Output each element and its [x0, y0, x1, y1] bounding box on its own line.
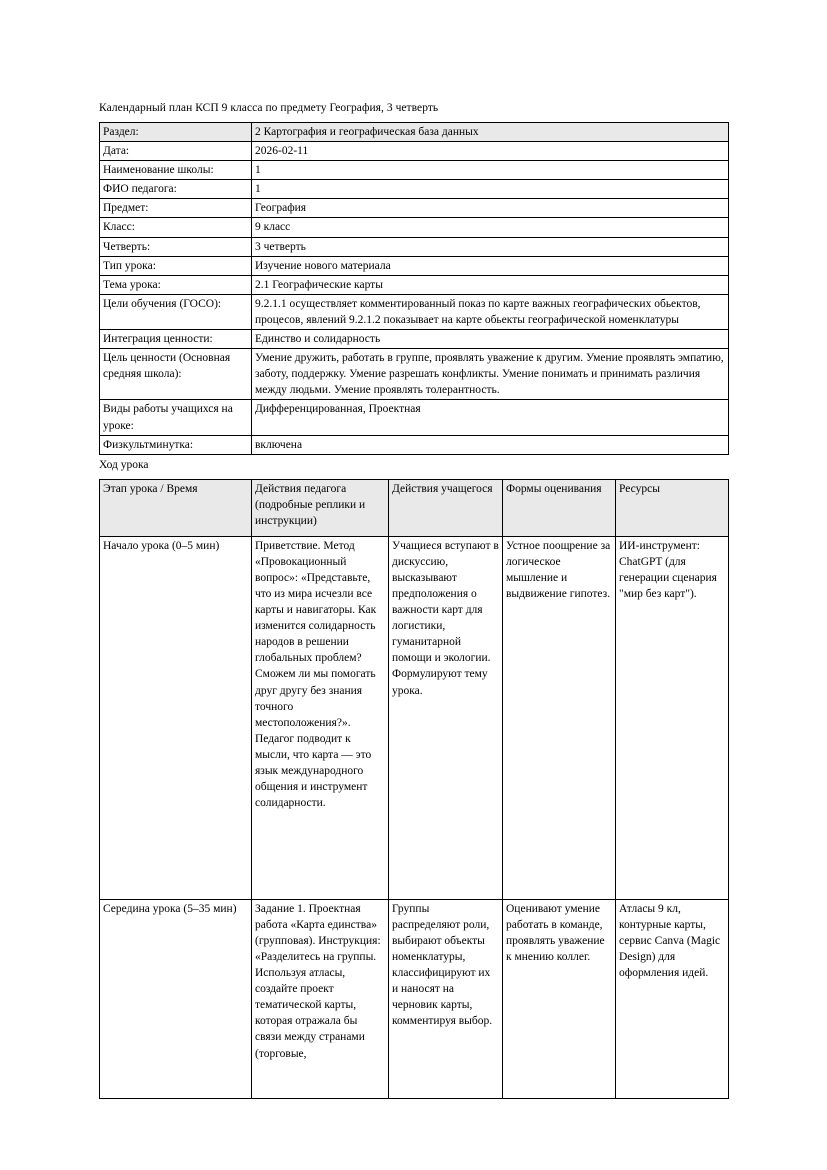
info-value-cell: Изучение нового материала — [252, 256, 729, 275]
column-header-stage: Этап урока / Время — [100, 479, 252, 536]
lesson-flow-heading: Ход урока — [99, 458, 149, 471]
info-value-cell: 9 класс — [252, 218, 729, 237]
table-row — [100, 400, 729, 435]
info-label-cell: ФИО педагога: — [100, 180, 252, 199]
cell-teacher-actions: Задание 1. Проектная работа «Карта единства» (групповая). Инструкция: «Разделитесь на группы. Используя атласы, создайте проект тематической карты, которая отражала бы связи между странами (торговые, — [252, 899, 389, 1098]
info-value-cell: 1 — [252, 180, 729, 199]
column-header-student-actions: Действия учащегося — [389, 479, 503, 536]
column-header-teacher-actions: Действия педагога (подробные реплики и инструкции) — [252, 479, 389, 536]
column-header-resources: Ресурсы — [616, 479, 729, 536]
cell-student-actions: Группы распределяют роли, выбирают объекты номенклатуры, классифицируют их и наносят на черновик карты, комментируя выбор. — [389, 899, 503, 1098]
table-row — [100, 256, 729, 275]
info-value-cell: География — [252, 199, 729, 218]
info-value-cell: Дифференцированная, Проектная — [252, 400, 729, 435]
info-label-cell: Тип урока: — [100, 256, 252, 275]
info-value-cell: Умение дружить, работать в группе, проявлять уважение к другим. Умение проявлять эмпатию, заботу, поддержку. Умение разрешать конфликты. Умение понимать и принимать различия между людьми. Умение проявлять толерантность. — [252, 349, 729, 400]
info-value-cell: включена — [252, 435, 729, 454]
info-label-cell: Предмет: — [100, 199, 252, 218]
info-value-cell: 2 Картография и географическая база данных — [252, 123, 729, 142]
table-row — [100, 237, 729, 256]
table-row — [100, 275, 729, 294]
info-label-cell: Дата: — [100, 142, 252, 161]
lesson-info-table — [99, 122, 729, 455]
cell-resources: ИИ-инструмент: ChatGPT (для генерации сценария "мир без карт"). — [616, 536, 729, 899]
table-row — [100, 330, 729, 349]
table-row — [100, 123, 729, 142]
cell-student-actions: Учащиеся вступают в дискуссию, высказывают предположения о важности карт для логистики, гуманитарной помощи и экологии. Формулируют тему урока. — [389, 536, 503, 899]
info-label-cell: Физкультминутка: — [100, 435, 252, 454]
cell-resources: Атласы 9 кл, контурные карты, сервис Canva (Magic Design) для оформления идей. — [616, 899, 729, 1098]
lesson-flow-table-body — [100, 536, 729, 1098]
table-row — [100, 435, 729, 454]
table-row — [100, 349, 729, 400]
info-value-cell: 9.2.1.1 осуществляет комментированный показ по карте важных географических обьектов, процесов, явлений 9.2.1.2 показывает на карте обьекты географической номенклатуры — [252, 294, 729, 329]
info-label-cell: Тема урока: — [100, 275, 252, 294]
info-label-cell: Цель ценности (Основная средняя школа): — [100, 349, 252, 400]
info-value-cell: 2.1 Географические карты — [252, 275, 729, 294]
cell-teacher-actions: Приветствие. Метод «Провокационный вопрос»: «Представьте, что из мира исчезли все карты и навигаторы. Как изменится солидарность народов в решении глобальных проблем? Сможем ли мы помогать друг другу без знания точного местоположения?». Педагог подводит к мысли, что карта — это язык международного общения и инструмент солидарности. — [252, 536, 389, 899]
table-header-row — [100, 479, 729, 536]
lesson-info-table-body — [100, 123, 729, 455]
column-header-assessment-forms: Формы оценивания — [503, 479, 616, 536]
info-label-cell: Класс: — [100, 218, 252, 237]
page-title: Календарный план КСП 9 класса по предмету География, 3 четверть — [99, 102, 439, 114]
info-label-cell: Четверть: — [100, 237, 252, 256]
cell-assessment-forms: Устное поощрение за логическое мышление и выдвижение гипотез. — [503, 536, 616, 899]
table-row — [100, 180, 729, 199]
page-content — [99, 100, 728, 1099]
info-label-cell: Виды работы учащихся на уроке: — [100, 400, 252, 435]
cell-stage: Середина урока (5–35 мин) — [100, 899, 252, 1098]
info-value-cell: 3 четверть — [252, 237, 729, 256]
cell-assessment-forms: Оценивают умение работать в команде, проявлять уважение к мнению коллег. — [503, 899, 616, 1098]
info-label-cell: Наименование школы: — [100, 161, 252, 180]
table-row — [100, 142, 729, 161]
info-label-cell: Цели обучения (ГОСО): — [100, 294, 252, 329]
table-row — [100, 899, 729, 1098]
info-label-cell: Раздел: — [100, 123, 252, 142]
table-row — [100, 294, 729, 329]
cell-stage: Начало урока (0–5 мин) — [100, 536, 252, 899]
info-value-cell: 2026-02-11 — [252, 142, 729, 161]
info-label-cell: Интеграция ценности: — [100, 330, 252, 349]
table-row — [100, 218, 729, 237]
lesson-flow-table-head — [100, 479, 729, 536]
table-row — [100, 199, 729, 218]
lesson-flow-table — [99, 479, 729, 1099]
info-value-cell: 1 — [252, 161, 729, 180]
info-value-cell: Единство и солидарность — [252, 330, 729, 349]
table-row — [100, 161, 729, 180]
table-row — [100, 536, 729, 899]
